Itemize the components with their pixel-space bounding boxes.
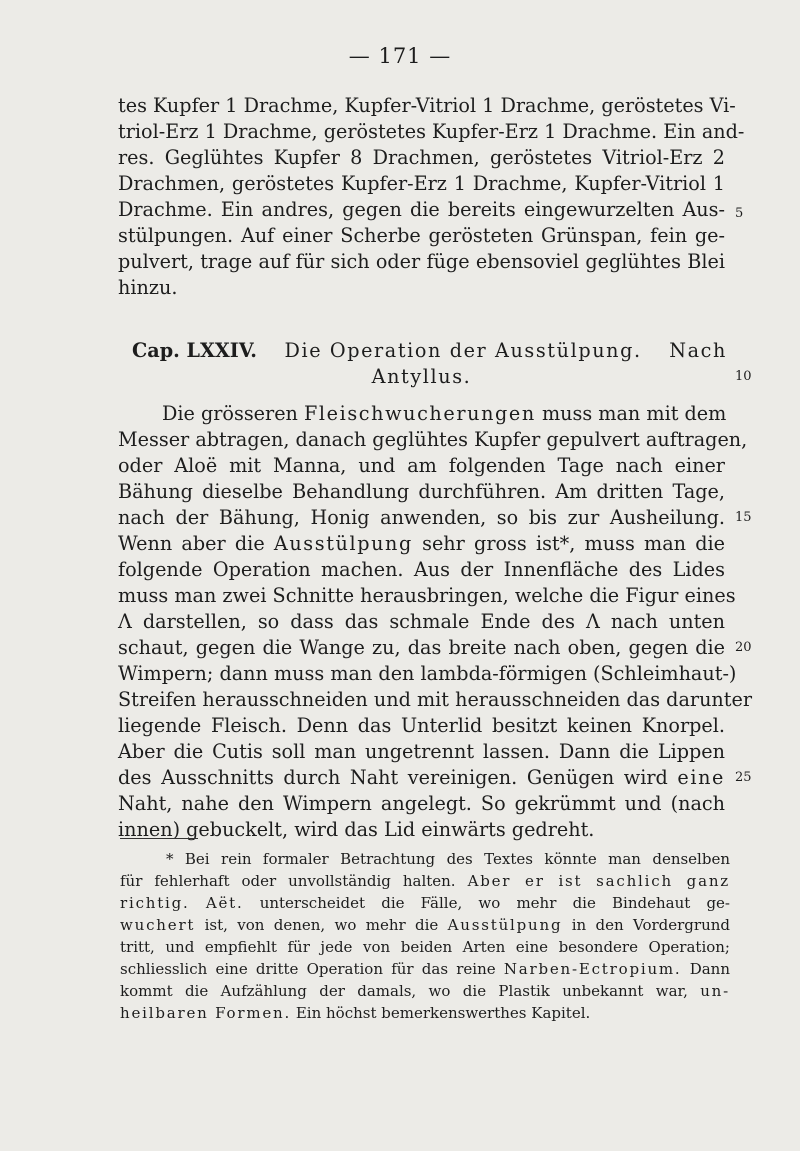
footnote-line: für fehlerhaft oder unvollständig halten. Aber er ist sachlich ganz xyxy=(120,872,730,890)
text-line: Λ darstellen, so dass das schmale Ende des Λ nach unten xyxy=(118,610,725,633)
text-line: Wenn aber die Ausstülpung sehr gross ist*, muss man die xyxy=(118,532,725,555)
emphasis-text: richtig. xyxy=(120,894,190,912)
text-line: Drachme. Ein andres, gegen die bereits eingewurzelten Aus- xyxy=(118,198,725,221)
chapter-title: Die Operation der Ausstülpung. xyxy=(284,339,642,362)
margin-line-number: 20 xyxy=(735,640,752,655)
text-line: Naht, nahe den Wimpern angelegt. So gekrümmt und (nach xyxy=(118,792,725,815)
margin-line-number: 5 xyxy=(735,206,744,221)
text-line: Bähung dieselbe Behandlung durchführen. Am dritten Tage, xyxy=(118,480,725,503)
text-line: stülpungen. Auf einer Scherbe gerösteten Grünspan, fein ge- xyxy=(118,224,725,247)
emphasis-text: heilbaren Formen. xyxy=(120,1004,292,1022)
margin-line-number: 25 xyxy=(735,770,752,785)
emphasis-text: Aber er ist sachlich ganz xyxy=(467,872,730,890)
emphasis-text: un- xyxy=(700,982,730,1000)
footnote-line: richtig. Aët. unterscheidet die Fälle, wo mehr die Bindehaut ge- xyxy=(120,894,730,912)
emphasis-text: Aët. xyxy=(205,894,244,912)
emphasis-text: Ausstülpung xyxy=(273,532,413,555)
chapter-number: Cap. LXXIV. xyxy=(132,339,257,362)
page-number: — 171 — xyxy=(348,44,452,68)
text-line: oder Aloë mit Manna, und am folgenden Tage nach einer xyxy=(118,454,725,477)
footnote-line: * Bei rein formaler Betrachtung des Textes könnte man denselben xyxy=(166,850,730,868)
footnote-rule xyxy=(120,838,198,839)
text-line: Die grösseren Fleischwucherungen muss man mit dem xyxy=(162,402,727,425)
margin-line-number: 10 xyxy=(735,369,752,384)
text-line: Messer abtragen, danach geglühtes Kupfer gepulvert auftragen, xyxy=(118,428,748,451)
footnote-line: wuchert ist, von denen, wo mehr die Ausstülpung in den Vordergrund xyxy=(120,916,730,934)
emphasis-text: Ausstülpung xyxy=(447,916,563,934)
footnote-line: heilbaren Formen. Ein höchst bemerkenswerthes Kapitel. xyxy=(120,1004,591,1022)
text-line: Aber die Cutis soll man ungetrennt lassen. Dann die Lippen xyxy=(118,740,725,763)
text-line: des Ausschnitts durch Naht vereinigen. Genügen wird eine xyxy=(118,766,725,789)
text-line: pulvert, trage auf für sich oder füge ebensoviel geglühtes Blei xyxy=(118,250,725,273)
text-line: triol-Erz 1 Drachme, geröstetes Kupfer-Erz 1 Drachme. Ein and- xyxy=(118,120,745,143)
emphasis-text: eine xyxy=(677,766,725,789)
margin-line-number: 15 xyxy=(735,510,752,525)
text-line: Drachmen, geröstetes Kupfer-Erz 1 Drachme, Kupfer-Vitriol 1 xyxy=(118,172,725,195)
text-line: folgende Operation machen. Aus der Innenfläche des Lides xyxy=(118,558,725,581)
text-line: tes Kupfer 1 Drachme, Kupfer-Vitriol 1 Drachme, geröstetes Vi- xyxy=(118,94,736,117)
text-line: hinzu. xyxy=(118,276,178,299)
text-line: Streifen herausschneiden und mit herausschneiden das darunter xyxy=(118,688,753,711)
footnote-line: kommt die Aufzählung der damals, wo die Plastik unbekannt war, un- xyxy=(120,982,730,1000)
emphasis-text: wuchert xyxy=(120,916,196,934)
text-line: schaut, gegen die Wange zu, das breite nach oben, gegen die xyxy=(118,636,725,659)
text-line: liegende Fleisch. Denn das Unterlid besitzt keinen Knorpel. xyxy=(118,714,725,737)
chapter-author: Antyllus. xyxy=(371,365,472,388)
footnote-line: schliesslich eine dritte Operation für das reine Narben-Ectropium. Dann xyxy=(120,960,730,978)
chapter-heading xyxy=(132,337,727,364)
text-line: muss man zwei Schnitte herausbringen, welche die Figur eines xyxy=(118,584,736,607)
emphasis-text: Fleischwucherungen xyxy=(304,402,536,425)
footnote-line: tritt, und empfiehlt für jede von beiden Arten eine besondere Operation; xyxy=(120,938,730,956)
text-line: res. Geglühtes Kupfer 8 Drachmen, geröstetes Vitriol-Erz 2 xyxy=(118,146,725,169)
chapter-title-cont: Nach xyxy=(669,339,727,362)
text-line: Wimpern; dann muss man den lambda-förmigen (Schleimhaut-) xyxy=(118,662,737,685)
text-line: nach der Bähung, Honig anwenden, so bis zur Ausheilung. xyxy=(118,506,725,529)
emphasis-text: Narben-Ectropium. xyxy=(503,960,682,978)
text-line: innen) gebuckelt, wird das Lid einwärts gedreht. xyxy=(118,818,595,841)
